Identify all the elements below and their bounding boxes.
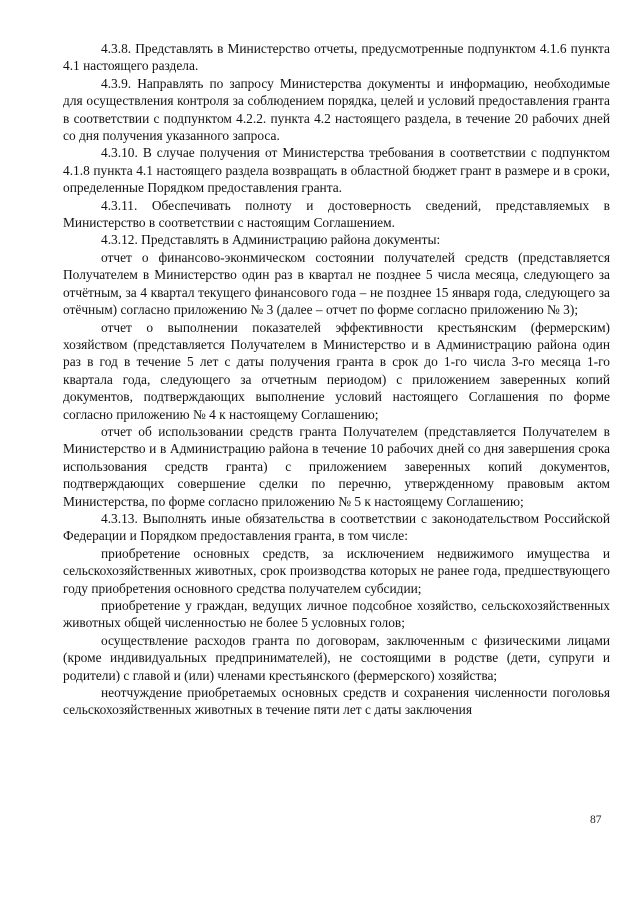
paragraph-animals-purchase: приобретение у граждан, ведущих личное подсобное хозяйство, сельскохозяйственных животных общей численностью не более 5 условных голов;: [63, 598, 610, 631]
paragraph-fixed-assets: приобретение основных средств, за исключением недвижимого имущества и сельскохозяйственных животных, срок производства которых не ранее года, предшествующего году приобретения основного средства получателем субсидии;: [63, 545, 610, 596]
paragraph-financial-report: отчет о финансово-эконмическом состоянии получателей средств (представляется Получателем в Министерство один раз в квартал не позднее 5 числа месяца, следующего за отчётным, за 4 квартал текущего финансового года – не позднее 15 января года, следующего за отёчным) согласно приложению № 3 (далее – отчет по форме согласно приложению № 3);: [63, 249, 610, 318]
document-body: [63, 40, 610, 719]
paragraph-non-alienation: неотчуждение приобретаемых основных средств и сохранения численности поголовья сельскохозяйственных животных в течение пяти лет с даты заключения: [63, 685, 610, 718]
paragraph-4-3-10: 4.3.10. В случае получения от Министерства требования в соответствии с подпунктом 4.1.8 пункта 4.1 настоящего раздела возвращать в областной бюджет грант в размере и в сроки, определенные Порядком предоставления гранта.: [63, 145, 610, 196]
paragraph-4-3-12: 4.3.12. Представлять в Администрацию района документы:: [101, 232, 441, 248]
paragraph-4-3-13: 4.3.13. Выполнять иные обязательства в соответствии с законодательством Российской Федерации и Порядком предоставления гранта, в том числе:: [63, 510, 610, 544]
paragraph-expenses-contracts: осуществление расходов гранта по договорам, заключенным с физическими лицами (кроме индивидуальных предпринимателей), не состоящими в родстве (дети, супруги и родители) с главой и (или) членами крестьянского (фермерского) хозяйства;: [63, 632, 610, 683]
paragraph-grant-usage-report: отчет об использовании средств гранта Получателем (представляется Получателем в Министерство и в Администрацию района в течение 10 рабочих дней со дня завершения срока использования средств гранта) с приложением заверенных копий документов, подтверждающих совершение сделки по перечню, утвержденному правовым актом Министерства, по форме согласно приложению № 5 к настоящему Соглашению;: [63, 423, 610, 509]
paragraph-efficiency-report: отчет о выполнении показателей эффективности крестьянским (фермерским) хозяйством (представляется Получателем в Министерство и в Администрацию района один раз в год в течение 5 лет с даты получения гранта в срок до 1-го числа 3-го месяца 1-го квартала года, следующего за отчетным периодом) с приложением заверенных копий документов, подтверждающих выполнение условий настоящего Соглашения по форме согласно приложению № 4 к настоящему Соглашению;: [63, 319, 610, 422]
paragraph-4-3-8: 4.3.8. Представлять в Министерство отчеты, предусмотренные подпунктом 4.1.6 пункта 4.1 настоящего раздела.: [63, 41, 610, 74]
paragraph-4-3-11: 4.3.11. Обеспечивать полноту и достоверность сведений, представляемых в Министерство в соответствии с настоящим Соглашением.: [63, 197, 610, 231]
paragraph-4-3-9: 4.3.9. Направлять по запросу Министерства документы и информацию, необходимые для осуществления контроля за соблюдением порядка, целей и условий предоставления гранта в соответствии с подпунктом 4.2.2. пункта 4.2 настоящего раздела, в течение 20 рабочих дней со дня получения указанного запроса.: [63, 75, 610, 144]
page-number: 87: [590, 814, 602, 826]
